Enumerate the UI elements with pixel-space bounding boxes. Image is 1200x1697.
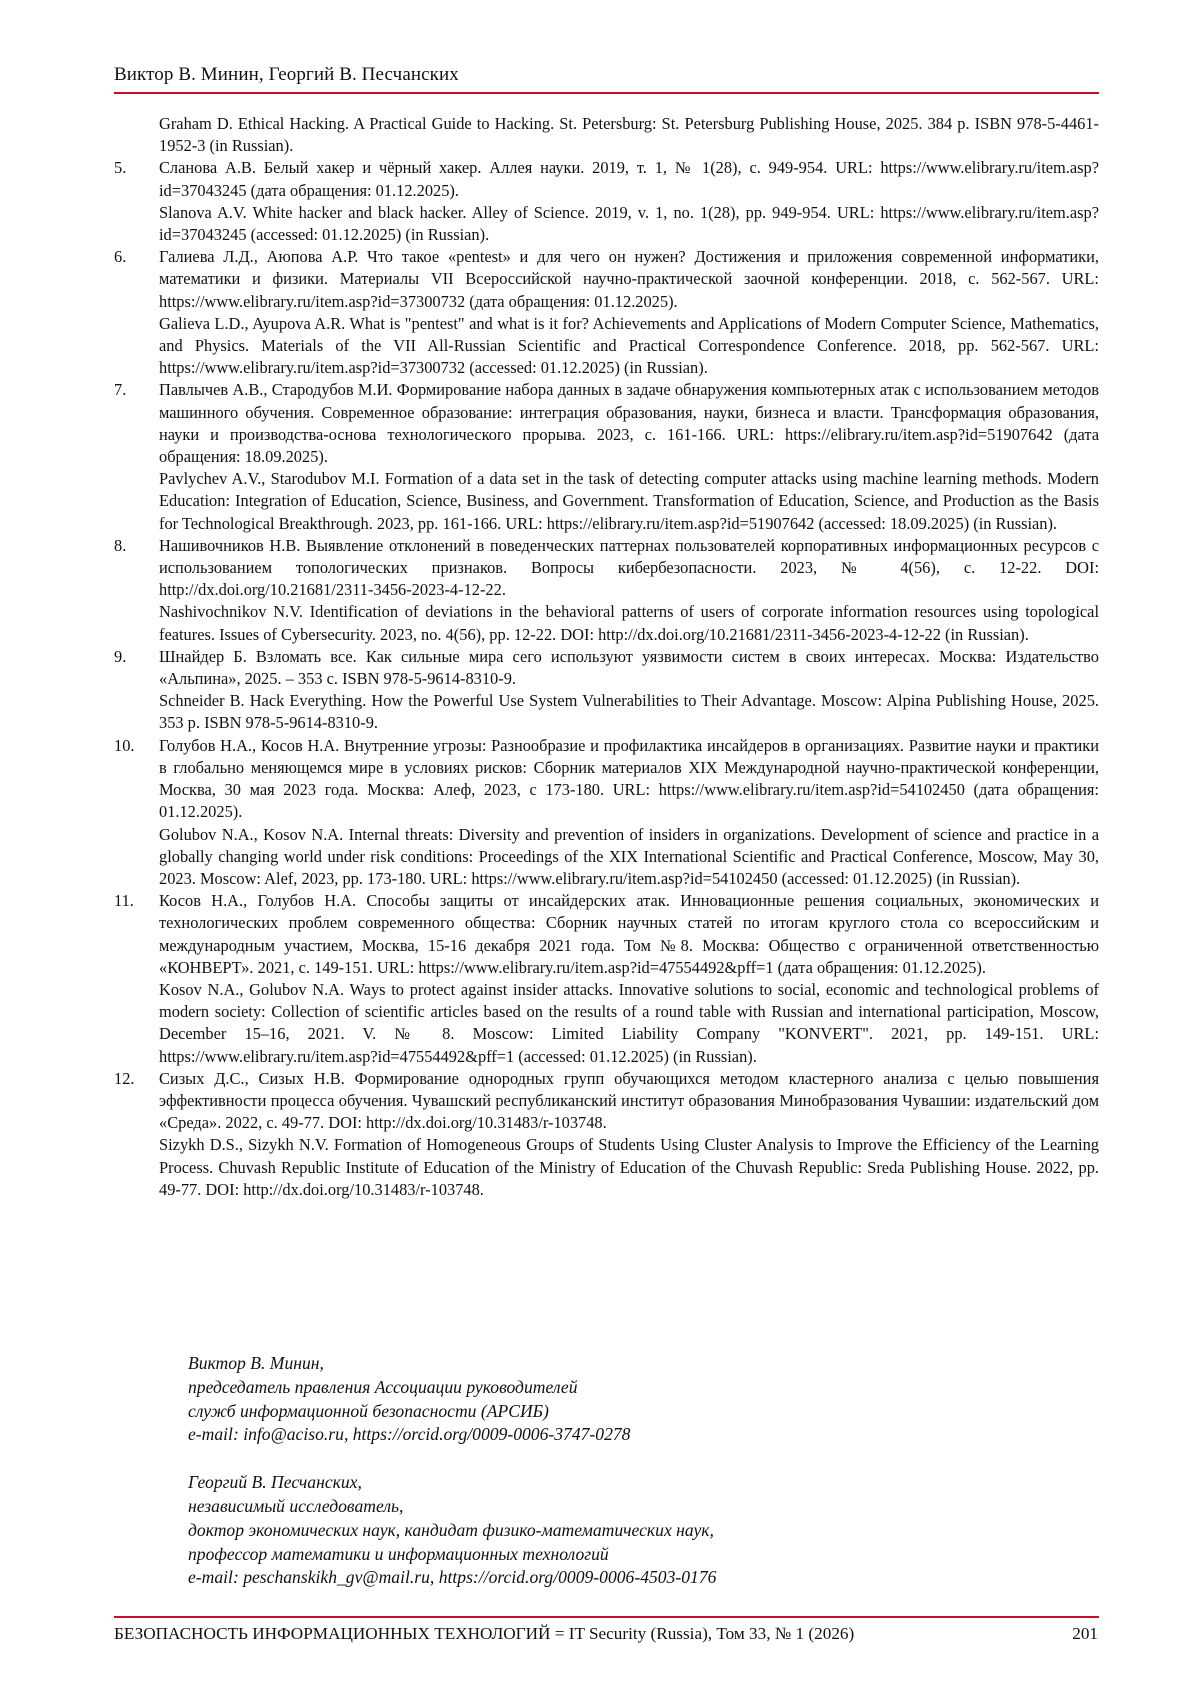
reference-number: 8. bbox=[114, 535, 127, 555]
author-detail-line: e-mail: info@aciso.ru, https://orcid.org/0009-0006-3747-0278 bbox=[188, 1424, 631, 1445]
reference-number: 5. bbox=[114, 158, 127, 178]
reference-item bbox=[114, 113, 1099, 157]
running-header: Виктор В. Минин, Георгий В. Песчанских bbox=[114, 64, 459, 85]
author-detail-line: профессор математики и информационных технологий bbox=[188, 1543, 609, 1564]
reference-number: 9. bbox=[114, 646, 127, 666]
reference-number: 12. bbox=[114, 1068, 135, 1088]
reference-item bbox=[114, 646, 1099, 735]
author-information bbox=[188, 1352, 1048, 1614]
reference-text-original: Галиева Л.Д., Аюпова А.Р. Что такое «pentest» и для чего он нужен? Достижения и приложения современной информатики, математики и физики. Материалы VII Всероссийской научно-практической заочной конференции. 2018, с. 562-567. URL: https://www.elibrary.ru/item.asp?id=37300732 (дата обращения: 01.12.2025). bbox=[159, 247, 1099, 311]
author-block bbox=[188, 1352, 1048, 1447]
reference-text-original: Косов Н.А., Голубов Н.А. Способы защиты от инсайдерских атак. Инновационные решения социальных, экономических и технологических проблем современного общества: Сборник научных статей по итогам круглого стола со всероссийским и международным участием, Москва, 15-16 декабря 2021 года. Том №8. Москва: Общество с ограниченной ответственностью «КОНВЕРТ». 2021, с. 149-151. URL: https://www.elibrary.ru/item.asp?id=47554492&pff=1 (дата обращения: 01.12.2025). bbox=[159, 891, 1099, 977]
reference-item bbox=[114, 890, 1099, 1068]
reference-item bbox=[114, 246, 1099, 379]
reference-number: 6. bbox=[114, 247, 127, 267]
reference-item bbox=[114, 157, 1099, 246]
reference-text-original: Graham D. Ethical Hacking. A Practical Guide to Hacking. St. Petersburg: St. Petersburg Publishing House, 2025. 384 p. ISBN 978-5-4461-1952-3 (in Russian). bbox=[159, 114, 1099, 156]
author-detail-line: e-mail: peschanskikh_gv@mail.ru, https://orcid.org/0009-0006-4503-0176 bbox=[188, 1567, 717, 1588]
reference-number: 11. bbox=[114, 891, 134, 911]
reference-text-transliterated: Slanova A.V. White hacker and black hacker. Alley of Science. 2019, v. 1, no. 1(28), pp. 949-954. URL: https://www.elibrary.ru/item.asp?id=37043245 (accessed: 01.12.2025) (in Russian). bbox=[159, 202, 1099, 245]
reference-text-transliterated: Pavlychev A.V., Starodubov M.I. Formation of a data set in the task of detecting computer attacks using machine learning methods. Modern Education: Integration of Education, Science, Business, and Government. Transformation of Education, Science, and Production as the Basis for Technological Breakthrough. 2023, pp. 161-166. URL: https://elibrary.ru/item.asp?id=51907642 (accessed: 18.09.2025) (in Russian). bbox=[159, 469, 1099, 533]
reference-text-original: Сизых Д.С., Сизых Н.В. Формирование однородных групп обучающихся методом кластерного анализа с целью повышения эффективности процесса обучения. Чувашский республиканский институт образования Минобразования Чувашии: издательский дом «Среда». 2022, с. 49-77. DOI: http://dx.doi.org/10.31483/r-103748. bbox=[159, 1068, 1099, 1133]
reference-text-original: Нашивочников Н.В. Выявление отклонений в поведенческих паттернах пользователей корпоративных информационных ресурсов с использованием топологических признаков. Вопросы кибербезопасности. 2023, № 4(56), с. 12-22. DOI: http://dx.doi.org/10.21681/2311-3456-2023-4-12-22. bbox=[159, 535, 1099, 600]
author-detail-line: служб информационной безопасности (АРСИБ) bbox=[188, 1400, 549, 1421]
header-divider bbox=[114, 92, 1099, 94]
footer-journal-title: БЕЗОПАСНОСТЬ ИНФОРМАЦИОННЫХ ТЕХНОЛОГИЙ = IT Security (Russia), Том 33, № 1 (2026) bbox=[114, 1624, 855, 1643]
reference-text-original: Сланова А.В. Белый хакер и чёрный хакер. Аллея науки. 2019, т. 1, № 1(28), с. 949-954. URL: https://www.elibrary.ru/item.asp?id=37043245 (дата обращения: 01.12.2025). bbox=[159, 158, 1099, 200]
author-detail-line: доктор экономических наук, кандидат физико-математических наук, bbox=[188, 1519, 714, 1540]
reference-text-original: Шнайдер Б. Взломать все. Как сильные мира сего используют уязвимости систем в своих интересах. Москва: Издательство «Альпина», 2025. – 353 с. ISBN 978-5-9614-8310-9. bbox=[159, 646, 1099, 689]
reference-item bbox=[114, 1068, 1099, 1201]
author-name: Георгий В. Песчанских, bbox=[188, 1472, 362, 1493]
author-name: Виктор В. Минин, bbox=[188, 1353, 324, 1373]
reference-text-transliterated: Schneider B. Hack Everything. How the Powerful Use System Vulnerabilities to Their Advantage. Moscow: Alpina Publishing House, 2025. 353 p. ISBN 978-5-9614-8310-9. bbox=[159, 691, 1099, 733]
reference-text-transliterated: Sizykh D.S., Sizykh N.V. Formation of Homogeneous Groups of Students Using Cluster Analysis to Improve the Efficiency of the Learning Process. Chuvash Republic Institute of Education of the Ministry of Education of the Chuvash Republic: Sreda Publishing House. 2022, pp. 49-77. DOI: http://dx.doi.org/10.31483/r-103748. bbox=[159, 1135, 1099, 1199]
reference-item bbox=[114, 379, 1099, 534]
footer-divider bbox=[114, 1616, 1099, 1618]
author-detail-line: председатель правления Ассоциации руководителей bbox=[188, 1376, 578, 1397]
author-block bbox=[188, 1471, 1048, 1590]
reference-text-original: Павлычев А.В., Стародубов М.И. Формирование набора данных в задаче обнаружения компьютерных атак с использованием методов машинного обучения. Современное образование: интеграция образования, науки, бизнеса и власти. Трансформация образования, науки и производства-основа технологического прорыва. 2023, с. 161-166. URL: https://elibrary.ru/item.asp?id=51907642 (дата обращения: 18.09.2025). bbox=[159, 380, 1099, 467]
reference-text-transliterated: Golubov N.A., Kosov N.A. Internal threats: Diversity and prevention of insiders in organizations. Development of science and practice in a globally changing world under risk conditions: Proceedings of the XIX International Scientific and Practical Conference, Moscow, May 30, 2023. Moscow: Alef, 2023, pp. 173-180. URL: https://www.elibrary.ru/item.asp?id=54102450 (accessed: 01.12.2025) (in Russian). bbox=[159, 824, 1099, 888]
reference-text-original: Голубов Н.А., Косов Н.А. Внутренние угрозы: Разнообразие и профилактика инсайдеров в организациях. Развитие науки и практики в глобально меняющемся мире в условиях рисков: Сборник материалов XIX Международной научно-практической конференции, Москва, 30 мая 2023 года. Москва: Алеф, 2023, с 173-180. URL: https://www.elibrary.ru/item.asp?id=54102450 (дата обращения: 01.12.2025). bbox=[159, 735, 1099, 822]
reference-number: 7. bbox=[114, 380, 127, 400]
reference-text-transliterated: Kosov N.A., Golubov N.A. Ways to protect against insider attacks. Innovative solutions to social, economic and technological problems of modern society: Collection of scientific articles based on the results of a round table with Russian and international participation, Moscow, December 15–16, 2021. V. № 8. Moscow: Limited Liability Company "KONVERT". 2021, pp. 149-151. URL: https://www.elibrary.ru/item.asp?id=47554492&pff=1 (accessed: 01.12.2025) (in Russian). bbox=[159, 979, 1099, 1066]
page-number: 201 bbox=[1072, 1624, 1098, 1643]
reference-text-transliterated: Nashivochnikov N.V. Identification of deviations in the behavioral patterns of users of corporate information resources using topological features. Issues of Cybersecurity. 2023, no. 4(56), pp. 12-22. DOI: http://dx.doi.org/10.21681/2311-3456-2023-4-12-22 (in Russian). bbox=[159, 602, 1099, 644]
author-detail-line: независимый исследователь, bbox=[188, 1495, 404, 1516]
reference-list bbox=[114, 113, 1099, 1201]
reference-text-transliterated: Galieva L.D., Ayupova A.R. What is "pentest" and what is it for? Achievements and Applications of Modern Computer Science, Mathematics, and Physics. Materials of the VII All-Russian Scientific and Practical Correspondence Conference. 2018, pp. 562-567. URL: https://www.elibrary.ru/item.asp?id=37300732 (accessed: 01.12.2025) (in Russian). bbox=[159, 313, 1099, 378]
reference-item bbox=[114, 535, 1099, 646]
reference-number: 10. bbox=[114, 735, 135, 755]
reference-item bbox=[114, 735, 1099, 890]
